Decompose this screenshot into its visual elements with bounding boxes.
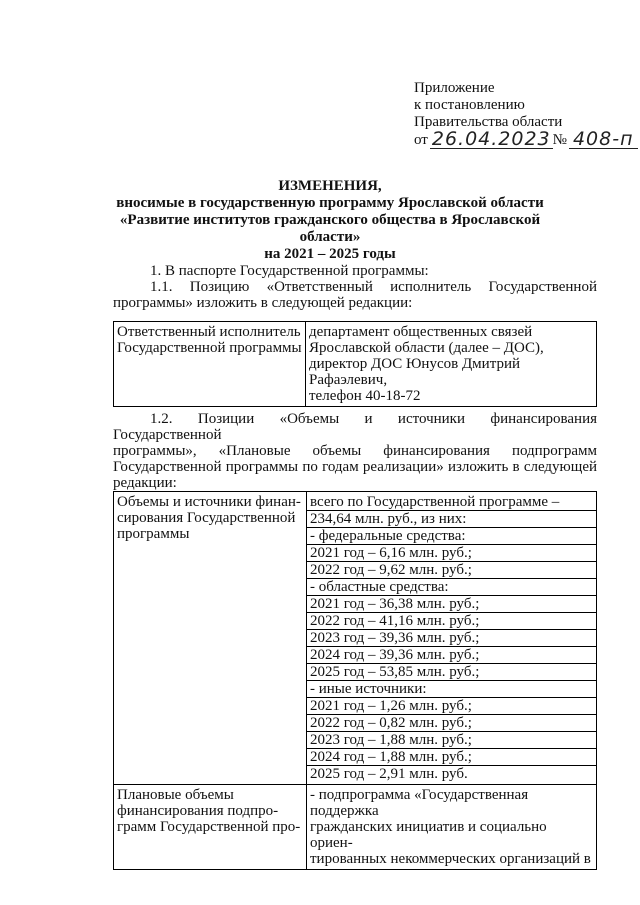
cell-line: сирования Государственной xyxy=(117,510,296,526)
table-cell-label xyxy=(114,492,307,785)
cell-line: - иные источники: xyxy=(307,681,596,698)
title-line-2: вносимые в государственную программу Ярославской области xyxy=(116,195,544,211)
cell-line: 2025 год – 2,91 млн. руб. xyxy=(310,766,468,782)
section1-heading: 1. В паспорте Государственной программы: xyxy=(150,263,429,279)
annex-line-1: Приложение xyxy=(414,80,495,96)
cell-line: 2021 год – 36,38 млн. руб.; xyxy=(307,596,596,613)
cell-line: всего по Государственной программе – xyxy=(307,494,596,511)
section2-line4: редакции: xyxy=(113,475,177,491)
cell-line: 2024 год – 39,36 млн. руб.; xyxy=(307,647,596,664)
cell-line: 2021 год – 1,26 млн. руб.; xyxy=(307,698,596,715)
cell-line: 2023 год – 39,36 млн. руб.; xyxy=(307,630,596,647)
table-row xyxy=(114,322,597,407)
responsible-executor-table xyxy=(113,321,597,407)
section2-line1: 1.2. Позиции «Объемы и источники финансирования Государственной xyxy=(113,411,597,443)
cell-line: 234,64 млн. руб., из них: xyxy=(307,511,596,528)
section1-paragraph xyxy=(113,263,597,311)
table-cell-value xyxy=(306,322,597,407)
title-line-4: на 2021 – 2025 годы xyxy=(264,246,396,262)
cell-line: 2022 год – 41,16 млн. руб.; xyxy=(307,613,596,630)
section2-line2: программы», «Плановые объемы финансирования подпрограмм xyxy=(113,443,597,459)
cell-text: департамент общественных связей xyxy=(309,324,533,340)
cell-line: финансирования подпро- xyxy=(117,803,279,819)
cell-line: - областные средства: xyxy=(307,579,596,596)
cell-line: 2022 год – 0,82 млн. руб.; xyxy=(307,715,596,732)
number-sign: № xyxy=(552,132,567,148)
cell-line: 2021 год – 6,16 млн. руб.; xyxy=(307,545,596,562)
cell-line: гражданских инициатив и социально ориен- xyxy=(310,819,547,851)
section1-item-line2: программы» изложить в следующей редакции: xyxy=(113,295,413,311)
section2-line3: Государственной программы по годам реализации» изложить в следующей xyxy=(113,459,597,475)
cell-line: 2022 год – 9,62 млн. руб.; xyxy=(307,562,596,579)
cell-line: тированных некоммерческих организаций в xyxy=(310,851,591,867)
document-title xyxy=(100,178,560,263)
annex-line-2: к постановлению xyxy=(414,97,525,113)
handwritten-date: 26.04.2023 xyxy=(431,128,551,150)
title-line-3: «Развитие институтов гражданского общества в Ярославской области» xyxy=(119,212,541,245)
annex-date-prefix: от xyxy=(414,132,428,148)
financing-table xyxy=(113,491,597,870)
table-cell-label xyxy=(114,785,307,870)
cell-line: 2024 год – 1,88 млн. руб.; xyxy=(307,749,596,766)
cell-line: - федеральные средства: xyxy=(307,528,596,545)
annex-line-3: Правительства области xyxy=(414,114,563,130)
section1-item-line1: 1.1. Позицию «Ответственный исполнитель Государственной xyxy=(150,279,597,295)
cell-line: 2025 год – 53,85 млн. руб.; xyxy=(307,664,596,681)
table-row xyxy=(114,785,597,870)
table-cell-value xyxy=(307,492,597,785)
cell-line: Плановые объемы xyxy=(117,787,234,803)
cell-line: грамм Государственной про- xyxy=(117,819,301,835)
cell-text: телефон 40-18-72 xyxy=(309,388,421,404)
cell-line: - подпрограмма «Государственная поддержка xyxy=(310,787,529,819)
cell-text: директор ДОС Юнусов Дмитрий Рафаэлевич, xyxy=(309,356,520,388)
table-cell-value xyxy=(307,785,597,870)
section2-paragraph xyxy=(113,411,597,491)
cell-text: Ответственный исполнитель xyxy=(117,324,301,340)
title-line-1: ИЗМЕНЕНИЯ, xyxy=(278,178,382,194)
cell-line: программы xyxy=(117,526,190,542)
cell-line: 2023 год – 1,88 млн. руб.; xyxy=(307,732,596,749)
cell-line: Объемы и источники финан- xyxy=(117,494,301,510)
annex-block xyxy=(414,80,638,149)
handwritten-number: 408-п xyxy=(569,131,638,149)
table-cell-label xyxy=(114,322,306,407)
cell-text: Государственной программы xyxy=(117,340,302,356)
cell-text: Ярославской области (далее – ДОС), xyxy=(309,340,544,356)
table-row xyxy=(114,492,597,785)
annex-date-line xyxy=(414,128,638,150)
